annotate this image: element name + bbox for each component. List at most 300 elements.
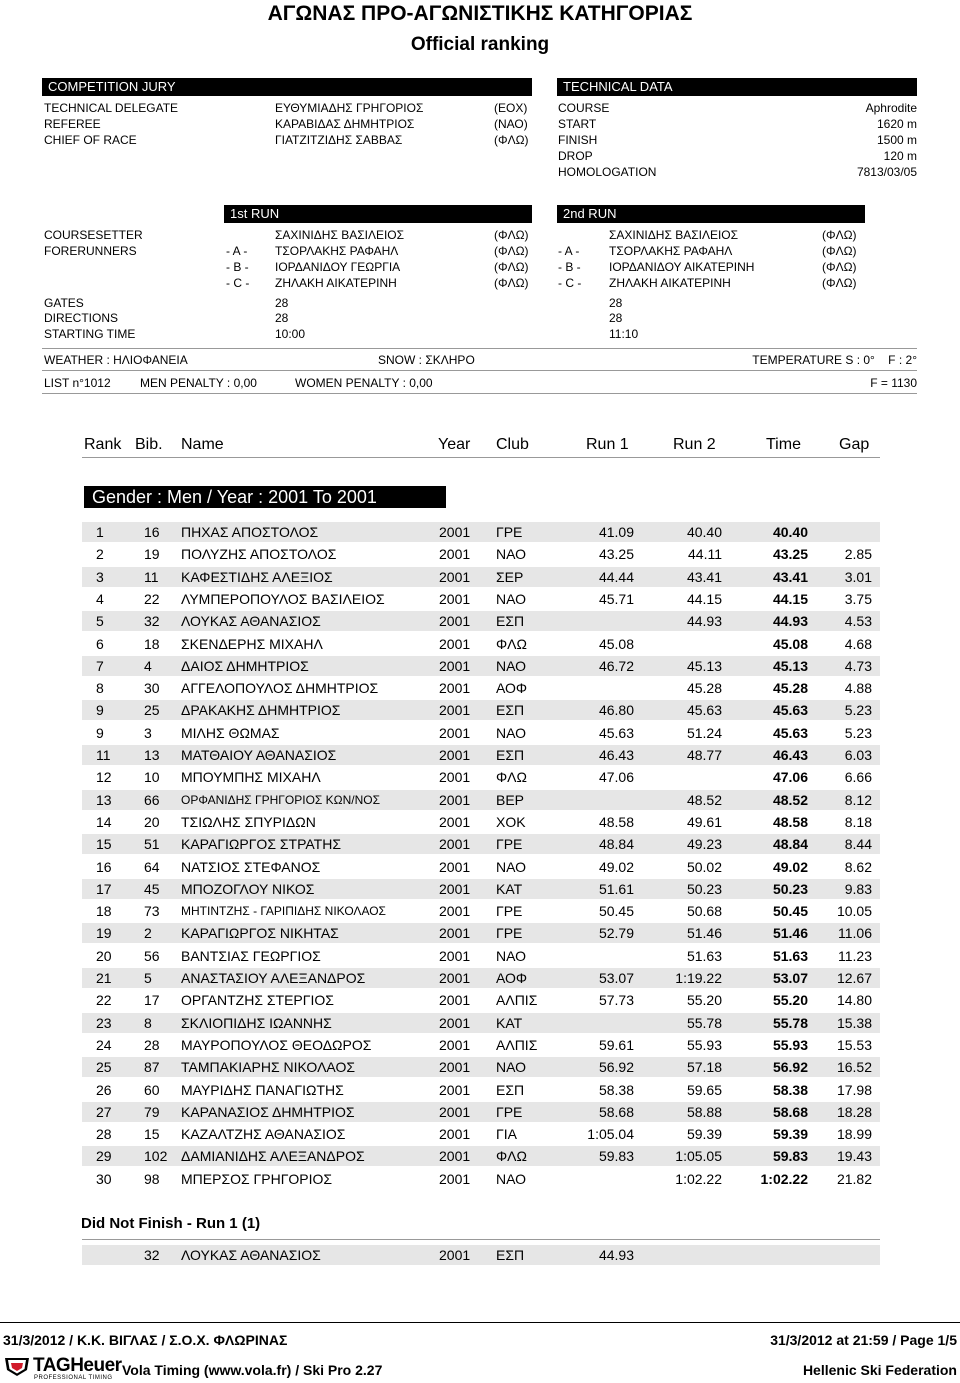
cell-time: 44.93 <box>772 613 808 630</box>
women-penalty: WOMEN PENALTY : 0,00 <box>295 376 433 390</box>
cell-club: ΝΑΟ <box>496 1059 527 1076</box>
cell-run2: 55.78 <box>686 1014 722 1031</box>
cell-time: 58.38 <box>772 1081 808 1098</box>
cell-time: 59.83 <box>772 1148 808 1165</box>
cell-gap: 9.83 <box>844 880 872 897</box>
cell-run1: 46.72 <box>598 657 634 674</box>
f-value: F = 1130 <box>870 376 917 390</box>
tech-label: DROP <box>558 149 593 163</box>
cell-bib: 17 <box>144 992 160 1009</box>
cell-bib: 13 <box>144 747 160 763</box>
cell-name: ΤΣΙΩΛΗΣ ΣΠΥΡΙΔΩΝ <box>181 813 316 830</box>
cell-run2: 44.93 <box>686 613 722 630</box>
table-row <box>82 1013 880 1033</box>
table-row <box>82 611 880 631</box>
cell-year: 2001 <box>439 880 471 897</box>
cell-year: 2001 <box>439 546 471 563</box>
cell-club: ΕΣΠ <box>496 613 525 630</box>
cell-gap: 5.23 <box>844 724 872 741</box>
jury-club: (ΕΟΧ) <box>494 101 528 115</box>
cell-rank: 16 <box>96 858 112 875</box>
table-row <box>82 968 880 988</box>
cell-club: ΝΑΟ <box>496 1170 527 1187</box>
footer-software: Vola Timing (www.vola.fr) / Ski Pro 2.27 <box>122 1362 383 1378</box>
cell-run2: 51.24 <box>686 724 722 741</box>
cell-gap: 14.80 <box>836 992 872 1009</box>
cell-run2: 45.63 <box>686 702 722 719</box>
run1-forerunner-tag: - C - <box>226 276 250 290</box>
cell-gap: 11.23 <box>838 947 872 964</box>
cell-name: ΛΟΥΚΑΣ ΑΘΑΝΑΣΙΟΣ <box>181 1247 321 1263</box>
cell-run2: 45.28 <box>686 680 722 697</box>
cell-name: ΜΑΥΡΟΠΟΥΛΟΣ ΘΕΟΔΩΡΟΣ <box>181 1036 372 1053</box>
cell-time: 43.25 <box>772 546 808 563</box>
cell-run2: 40.40 <box>686 524 722 540</box>
cell-name: ΜΠΕΡΣΟΣ ΓΡΗΓΟΡΙΟΣ <box>181 1170 333 1187</box>
cell-run1: 45.08 <box>598 635 634 652</box>
cell-rank: 24 <box>96 1036 112 1053</box>
cell-club: ΓΡΕ <box>496 836 523 853</box>
cell-rank: 3 <box>96 568 104 585</box>
cell-club: ΚΑΤ <box>496 1014 523 1031</box>
run2-forerunner-club: (ΦΛΩ) <box>822 260 857 274</box>
cell-rank: 2 <box>96 546 104 563</box>
cell-bib: 25 <box>144 702 160 719</box>
cell-run1: 53.07 <box>598 970 634 986</box>
cell-bib: 5 <box>144 970 152 986</box>
dnf-row <box>82 1245 880 1265</box>
run2-setter-club: (ΦΛΩ) <box>822 228 857 242</box>
cell-gap: 8.18 <box>844 813 872 830</box>
run2-forerunner-name: ΙΟΡΔΑΝΙΔΟΥ ΑΙΚΑΤΕΡΙΝΗ <box>609 260 755 274</box>
cell-year: 2001 <box>439 1103 471 1120</box>
run1-gates: 28 <box>275 296 289 310</box>
cell-year: 2001 <box>439 1247 471 1263</box>
cell-run2: 57.18 <box>686 1059 722 1076</box>
cell-rank: 14 <box>96 813 112 830</box>
cell-rank: 27 <box>96 1103 112 1120</box>
cell-bib: 30 <box>144 680 160 697</box>
cell-bib: 79 <box>144 1103 160 1120</box>
table-row <box>82 1124 880 1144</box>
page-title: ΑΓΩΝΑΣ ΠΡΟ-ΑΓΩΝΙΣΤΙΚΗΣ ΚΑΤΗΓΟΡΙΑΣ <box>267 2 693 25</box>
men-penalty: MEN PENALTY : 0,00 <box>140 376 257 390</box>
cell-bib: 22 <box>144 590 160 607</box>
cell-run2: 50.68 <box>686 903 722 920</box>
cell-run2: 48.52 <box>686 791 722 808</box>
cell-year: 2001 <box>439 568 471 585</box>
cell-club: ΓΡΕ <box>496 1103 523 1120</box>
cell-year: 2001 <box>439 613 471 630</box>
cell-bib: 32 <box>144 613 160 630</box>
table-row <box>82 656 880 676</box>
cell-rank: 8 <box>96 680 104 697</box>
divider <box>42 370 917 371</box>
cell-year: 2001 <box>439 1170 471 1187</box>
cell-club: ΝΑΟ <box>496 590 527 607</box>
cell-time: 56.92 <box>772 1059 808 1076</box>
cell-time: 51.46 <box>772 925 808 942</box>
col-year: Year <box>438 436 471 453</box>
cell-run1: 44.93 <box>598 1247 634 1263</box>
run1-header: 1st RUN <box>224 205 532 223</box>
starting-time-label: STARTING TIME <box>44 327 136 341</box>
cell-run2: 49.61 <box>686 813 722 830</box>
cell-bib: 2 <box>144 925 152 942</box>
cell-run2: 58.88 <box>686 1103 722 1120</box>
cell-name: ΛΟΥΚΑΣ ΑΘΑΝΑΣΙΟΣ <box>181 613 321 630</box>
table-row <box>82 544 880 564</box>
cell-rank: 15 <box>96 836 112 853</box>
cell-run1: 48.58 <box>598 813 634 830</box>
cell-time: 53.07 <box>772 970 808 986</box>
cell-run1: 58.38 <box>598 1081 634 1098</box>
cell-name: ΚΑΡΑΓΙΩΡΓΟΣ ΝΙΚΗΤΑΣ <box>181 925 339 942</box>
cell-rank: 1 <box>96 524 104 540</box>
cell-run2: 45.13 <box>686 657 722 674</box>
run2-forerunner-tag: - C - <box>558 276 582 290</box>
col-run2: Run 2 <box>673 436 716 453</box>
jury-name: ΓΙΑΤΖΙΤΖΙΔΗΣ ΣΑΒΒΑΣ <box>275 133 403 147</box>
cell-year: 2001 <box>439 747 471 763</box>
cell-time: 48.52 <box>772 791 808 808</box>
cell-time: 43.41 <box>772 568 808 585</box>
cell-gap: 18.28 <box>836 1103 872 1120</box>
cell-time: 1:02.22 <box>760 1170 808 1187</box>
tech-value: 1620 m <box>876 117 917 131</box>
tech-value: 1500 m <box>876 133 917 147</box>
cell-club: ΝΑΟ <box>496 947 527 964</box>
cell-time: 46.43 <box>772 747 808 763</box>
cell-gap: 4.73 <box>844 657 872 674</box>
cell-club: ΝΑΟ <box>496 858 527 875</box>
cell-bib: 11 <box>144 568 159 585</box>
cell-name: ΚΑΡΑΝΑΣΙΟΣ ΔΗΜΗΤΡΙΟΣ <box>181 1103 355 1120</box>
cell-time: 40.40 <box>772 524 808 540</box>
cell-club: ΑΟΦ <box>496 680 528 697</box>
cell-run2: 55.93 <box>686 1036 722 1053</box>
table-row <box>82 901 880 921</box>
cell-bib: 56 <box>144 947 160 964</box>
run1-forerunner-name: ΤΣΟΡΛΑΚΗΣ ΡΑΦΑΗΛ <box>275 244 399 258</box>
cell-club: ΑΟΦ <box>496 970 528 986</box>
run2-start: 11:10 <box>609 327 639 341</box>
run2-forerunner-club: (ΦΛΩ) <box>822 276 857 290</box>
footer-federation: Hellenic Ski Federation <box>802 1362 957 1378</box>
cell-name: ΠΟΛΥΖΗΣ ΑΠΟΣΤΟΛΟΣ <box>181 546 337 563</box>
cell-run2: 44.15 <box>686 590 722 607</box>
table-row <box>82 1035 880 1055</box>
cell-name: ΜΗΤΙΝΤΖΗΣ - ΓΑΡΙΠΙΔΗΣ ΝΙΚΟΛΑΟΣ <box>181 904 386 919</box>
divider <box>42 393 917 394</box>
cell-run2: 50.02 <box>686 858 722 875</box>
divider <box>82 457 880 458</box>
run1-setter-club: (ΦΛΩ) <box>494 228 529 242</box>
col-run1: Run 1 <box>586 436 629 453</box>
run1-start: 10:00 <box>275 327 306 341</box>
cell-club: ΓΡΕ <box>496 903 523 920</box>
footer-date-organizer: 31/3/2012 / Κ.Κ. ΒΙΓΛΑΣ / Σ.Ο.Χ. ΦΛΩΡΙΝΑΣ <box>3 1332 288 1348</box>
cell-time: 55.20 <box>772 992 808 1009</box>
cell-club: ΒΕΡ <box>496 791 525 808</box>
cell-time: 50.23 <box>772 880 808 897</box>
cell-rank: 6 <box>96 635 104 652</box>
gates-label: GATES <box>44 296 84 310</box>
run2-forerunner-name: ΖΗΛΑΚΗ ΑΙΚΑΤΕΡΙΝΗ <box>609 276 731 290</box>
cell-bib: 73 <box>144 903 160 920</box>
cell-run1: 52.79 <box>598 925 634 942</box>
table-row <box>82 790 880 810</box>
cell-rank: 4 <box>96 590 104 607</box>
cell-rank: 26 <box>96 1081 112 1098</box>
cell-gap: 8.12 <box>844 791 872 808</box>
footer-page-info: 31/3/2012 at 21:59 / Page 1/5 <box>770 1332 957 1348</box>
tagheuer-logo: TAGHeuer <box>33 1355 122 1376</box>
cell-run1: 51.61 <box>598 880 634 897</box>
cell-bib: 19 <box>144 546 160 563</box>
cell-rank: 20 <box>96 947 112 964</box>
cell-gap: 15.53 <box>836 1036 872 1053</box>
cell-bib: 64 <box>144 858 160 875</box>
list-number: LIST n°1012 <box>44 376 111 390</box>
table-row <box>82 857 880 877</box>
cell-club: ΕΣΠ <box>496 702 525 719</box>
directions-label: DIRECTIONS <box>44 311 119 325</box>
cell-bib: 16 <box>144 524 160 540</box>
cell-gap: 6.66 <box>844 769 872 786</box>
cell-time: 45.13 <box>772 657 808 674</box>
cell-name: ΜΠΟΖΟΓΛΟΥ ΝΙΚΟΣ <box>181 880 315 897</box>
cell-rank: 30 <box>96 1170 112 1187</box>
cell-year: 2001 <box>439 590 471 607</box>
cell-name: ΜΠΟΥΜΠΗΣ ΜΙΧΑΗΛ <box>181 769 321 786</box>
cell-time: 44.15 <box>772 590 808 607</box>
table-row <box>82 634 880 654</box>
run2-header: 2nd RUN <box>557 205 865 223</box>
col-bib: Bib. <box>135 436 163 453</box>
table-row <box>82 1057 880 1077</box>
cell-rank: 12 <box>96 769 112 786</box>
cell-gap: 4.68 <box>844 635 872 652</box>
cell-bib: 3 <box>144 724 152 741</box>
cell-name: ΔΑΙΟΣ ΔΗΜΗΤΡΙΟΣ <box>181 657 309 674</box>
cell-run1: 59.83 <box>598 1148 634 1165</box>
tech-label: START <box>558 117 597 131</box>
cell-rank: 11 <box>96 747 111 763</box>
table-row <box>82 700 880 720</box>
cell-year: 2001 <box>439 813 471 830</box>
cell-club: ΑΛΠΙΣ <box>496 1036 538 1053</box>
cell-club: ΕΣΠ <box>496 1247 525 1263</box>
cell-gap: 4.88 <box>844 680 872 697</box>
cell-run1: 48.84 <box>598 836 634 853</box>
cell-run1: 46.80 <box>598 702 634 719</box>
table-row <box>82 567 880 587</box>
cell-rank: 13 <box>96 791 112 808</box>
cell-year: 2001 <box>439 524 471 540</box>
cell-time: 55.93 <box>772 1036 808 1053</box>
cell-rank: 9 <box>96 724 104 741</box>
table-row <box>82 946 880 966</box>
cell-rank: 23 <box>96 1014 112 1031</box>
col-rank: Rank <box>84 436 122 453</box>
table-row <box>82 812 880 832</box>
cell-gap: 15.38 <box>836 1014 872 1031</box>
cell-rank: 29 <box>96 1148 112 1165</box>
run1-forerunner-club: (ΦΛΩ) <box>494 276 529 290</box>
cell-run1: 43.25 <box>598 546 634 563</box>
table-row <box>82 1102 880 1122</box>
cell-year: 2001 <box>439 925 471 942</box>
cell-bib: 45 <box>144 880 160 897</box>
cell-rank: 19 <box>96 925 112 942</box>
cell-rank: 7 <box>96 657 104 674</box>
cell-year: 2001 <box>439 680 471 697</box>
cell-year: 2001 <box>439 1059 471 1076</box>
run1-forerunner-club: (ΦΛΩ) <box>494 244 529 258</box>
jury-role: TECHNICAL DELEGATE <box>44 101 179 115</box>
tech-value: 7813/03/05 <box>856 165 917 179</box>
cell-run2: 1:05.05 <box>675 1148 722 1165</box>
run2-gates: 28 <box>609 296 623 310</box>
cell-year: 2001 <box>439 769 471 786</box>
cell-year: 2001 <box>439 702 471 719</box>
cell-club: ΧΟΚ <box>496 813 526 830</box>
divider <box>42 348 917 349</box>
cell-rank: 17 <box>96 880 112 897</box>
cell-club: ΦΛΩ <box>496 769 527 786</box>
cell-year: 2001 <box>439 836 471 853</box>
cell-name: ΟΡΓΑΝΤΖΗΣ ΣΤΕΡΓΙΟΣ <box>181 992 334 1009</box>
table-row <box>82 834 880 854</box>
cell-name: ΚΑΦΕΣΤΙΔΗΣ ΑΛΕΞΙΟΣ <box>181 568 333 585</box>
forerunners-label: FORERUNNERS <box>44 244 137 258</box>
cell-name: ΠΗΧΑΣ ΑΠΟΣΤΟΛΟΣ <box>181 524 319 540</box>
table-row <box>82 923 880 943</box>
jury-club: (ΦΛΩ) <box>494 133 529 147</box>
run2-setter: ΣΑΧΙΝΙΔΗΣ ΒΑΣΙΛΕΙΟΣ <box>609 228 739 242</box>
cell-bib: 51 <box>144 836 160 853</box>
cell-year: 2001 <box>439 858 471 875</box>
cell-rank: 18 <box>96 903 112 920</box>
run1-directions: 28 <box>275 311 289 325</box>
cell-name: ΛΥΜΠΕΡΟΠΟΥΛΟΣ ΒΑΣΙΛΕΙΟΣ <box>181 590 385 607</box>
cell-club: ΓΡΕ <box>496 524 523 540</box>
cell-bib: 98 <box>144 1170 160 1187</box>
cell-year: 2001 <box>439 657 471 674</box>
cell-run2: 51.63 <box>686 947 722 964</box>
run1-forerunner-tag: - B - <box>226 260 249 274</box>
col-gap: Gap <box>839 436 870 453</box>
cell-year: 2001 <box>439 1126 471 1143</box>
cell-name: ΜΑΥΡΙΔΗΣ ΠΑΝΑΓΙΩΤΗΣ <box>181 1081 344 1098</box>
cell-run1: 58.68 <box>598 1103 634 1120</box>
cell-year: 2001 <box>439 791 471 808</box>
cell-bib: 32 <box>144 1247 160 1263</box>
cell-club: ΣΕΡ <box>496 568 524 585</box>
jury-name: ΕΥΘΥΜΙΑΔΗΣ ΓΡΗΓΟΡΙΟΣ <box>275 101 424 115</box>
cell-run2: 55.20 <box>686 992 722 1009</box>
cell-gap: 5.23 <box>844 702 872 719</box>
tech-label: COURSE <box>558 101 610 115</box>
run1-forerunner-name: ΙΟΡΔΑΝΙΔΟΥ ΓΕΩΡΓΙΑ <box>275 260 401 274</box>
cell-bib: 60 <box>144 1081 160 1098</box>
cell-year: 2001 <box>439 970 471 986</box>
cell-run1: 45.63 <box>598 724 634 741</box>
cell-time: 45.28 <box>772 680 808 697</box>
cell-name: ΝΑΤΣΙΟΣ ΣΤΕΦΑΝΟΣ <box>181 858 321 875</box>
cell-club: ΝΑΟ <box>496 657 527 674</box>
cell-name: ΒΑΝΤΣΙΑΣ ΓΕΩΡΓΙΟΣ <box>181 947 321 964</box>
cell-bib: 10 <box>144 769 160 786</box>
cell-run1: 41.09 <box>598 524 634 540</box>
cell-bib: 102 <box>144 1148 168 1165</box>
cell-run2: 59.65 <box>686 1081 722 1098</box>
cell-gap: 2.85 <box>844 546 872 563</box>
table-row <box>82 589 880 609</box>
cell-rank: 9 <box>96 702 104 719</box>
cell-time: 47.06 <box>772 769 808 786</box>
jury-header: COMPETITION JURY <box>42 78 532 96</box>
footer-divider <box>0 1322 960 1323</box>
cell-gap: 3.75 <box>844 590 872 607</box>
cell-club: ΦΛΩ <box>496 635 527 652</box>
table-row <box>82 767 880 787</box>
cell-run1: 56.92 <box>598 1059 634 1076</box>
cell-run1: 49.02 <box>598 858 634 875</box>
col-time: Time <box>766 436 801 453</box>
cell-run2: 48.77 <box>686 747 722 763</box>
table-row <box>82 879 880 899</box>
cell-time: 45.08 <box>772 635 808 652</box>
cell-year: 2001 <box>439 1148 471 1165</box>
cell-time: 50.45 <box>772 903 808 920</box>
cell-club: ΝΑΟ <box>496 546 527 563</box>
snow: SNOW : ΣΚΛΗΡΟ <box>378 353 475 367</box>
cell-year: 2001 <box>439 903 471 920</box>
cell-rank: 21 <box>96 970 112 986</box>
table-row <box>82 1080 880 1100</box>
run1-forerunner-name: ΖΗΛΑΚΗ ΑΙΚΑΤΕΡΙΝΗ <box>275 276 397 290</box>
cell-gap: 8.44 <box>844 836 872 853</box>
run2-directions: 28 <box>609 311 623 325</box>
cell-run2: 1:19.22 <box>675 970 722 986</box>
table-row <box>82 745 880 765</box>
cell-name: ΚΑΖΑΛΤΖΗΣ ΑΘΑΝΑΣΙΟΣ <box>181 1126 346 1143</box>
cell-run1: 59.61 <box>598 1036 634 1053</box>
cell-time: 51.63 <box>772 947 808 964</box>
cell-rank: 25 <box>96 1059 112 1076</box>
cell-gap: 17.98 <box>836 1081 872 1098</box>
jury-name: ΚΑΡΑΒΙΔΑΣ ΔΗΜΗΤΡΙΟΣ <box>275 117 415 131</box>
cell-club: ΝΑΟ <box>496 724 527 741</box>
tagheuer-logo-sub: PROFESSIONAL TIMING <box>34 1375 113 1381</box>
cell-run2: 1:02.22 <box>675 1170 722 1187</box>
cell-year: 2001 <box>439 1014 471 1031</box>
cell-club: ΕΣΠ <box>496 1081 525 1098</box>
tech-label: HOMOLOGATION <box>558 165 657 179</box>
coursesetter-label: COURSESETTER <box>44 228 143 242</box>
cell-gap: 18.99 <box>836 1126 872 1143</box>
cell-year: 2001 <box>439 1081 471 1098</box>
run1-forerunner-tag: - A - <box>226 244 248 258</box>
run2-forerunner-club: (ΦΛΩ) <box>822 244 857 258</box>
cell-time: 48.84 <box>772 836 808 853</box>
cell-run1: 50.45 <box>598 903 634 920</box>
cell-name: ΚΑΡΑΓΙΩΡΓΟΣ ΣΤΡΑΤΗΣ <box>181 836 341 853</box>
cell-rank: 5 <box>96 613 104 630</box>
tech-label: FINISH <box>558 133 598 147</box>
